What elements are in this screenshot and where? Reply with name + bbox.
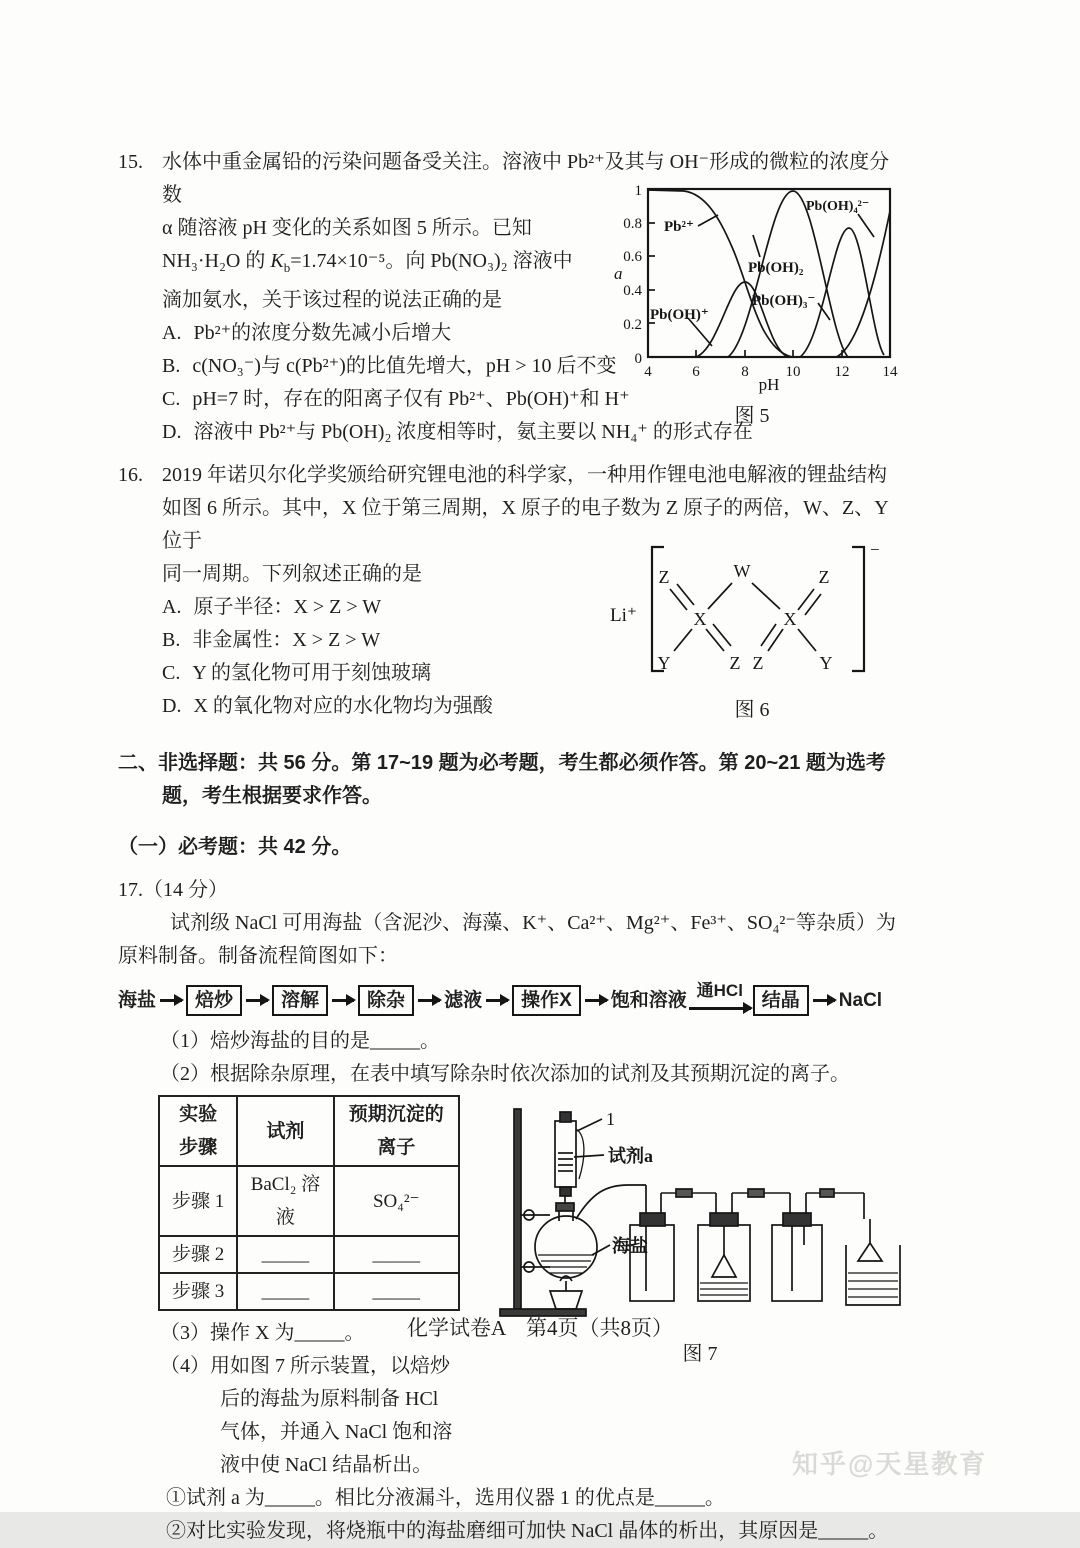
- option-key: C.: [162, 662, 181, 684]
- figure-6-structure: [602, 529, 902, 685]
- table-header-row: [159, 1096, 459, 1166]
- option-key: D.: [162, 695, 182, 717]
- table-header-step: 实验步骤: [159, 1096, 237, 1166]
- flow-arrow: [486, 999, 508, 1002]
- table-cell: 步骤 2: [159, 1236, 237, 1273]
- atom-z-bottom-left: Z: [729, 653, 741, 673]
- x-tick-5: 14: [882, 364, 898, 380]
- y-tick-0: 0: [634, 351, 642, 367]
- atom-w: W: [733, 561, 751, 581]
- x-tick-0: 4: [644, 364, 652, 380]
- q17-flowchart: [118, 982, 902, 1019]
- table-header-ion: 预期沉淀的离子: [334, 1096, 459, 1166]
- y-tick-5: 1: [634, 183, 642, 199]
- series-label-pboh2: Pb(OH)₂: [748, 260, 804, 276]
- table-row: [159, 1166, 459, 1236]
- option-text: 原子半径：X > Z > W: [193, 596, 382, 618]
- x-tick-4: 12: [834, 364, 850, 380]
- atom-z-top-left: Z: [658, 567, 670, 587]
- section-2-heading: 二、非选择题：共 56 分。第 17~19 题为必考题，考生都必须作答。第 20~21 题为选考题，考生根据要求作答。: [118, 752, 886, 807]
- q17-sub4-item1: ①试剂 a 为_____。相比分液漏斗，选用仪器 1 的优点是_____。: [166, 1487, 725, 1509]
- watermark: 知乎@天星教育: [792, 1449, 988, 1479]
- q16-option-c: [162, 657, 592, 690]
- y-tick-3: 0.6: [623, 249, 642, 265]
- x-tick-3: 10: [785, 364, 801, 380]
- figure-7-apparatus: [498, 1095, 902, 1329]
- lithium-cation-label: Li⁺: [610, 605, 637, 626]
- figure-7-caption: 图 7: [682, 1343, 718, 1365]
- q17-sub1: （1）焙炒海盐的目的是_____。: [160, 1030, 440, 1052]
- y-axis-label: a: [614, 264, 623, 283]
- option-key: A.: [162, 322, 182, 344]
- page-footer: 化学试卷A 第4页（共8页）: [406, 1316, 673, 1340]
- x-axis-label: pH: [758, 375, 780, 394]
- flow-step-sea-salt: 海盐: [118, 990, 157, 1011]
- flow-step-operation-x: 操作X: [512, 985, 581, 1016]
- table-cell-blank: _____: [237, 1273, 333, 1310]
- q15-option-c: [162, 383, 630, 416]
- option-text: X 的氧化物对应的水化物均为强酸: [193, 695, 493, 717]
- q15-option-b: [162, 350, 617, 383]
- figure-5: [602, 179, 902, 430]
- q15-intro-part2b: =1.74×10⁻⁵。向 Pb(NO₃)₂ 溶液中滴加氨水，关于该过程的说法正确的是: [162, 250, 573, 311]
- y-tick-2: 0.4: [623, 283, 642, 299]
- question-17: [118, 874, 902, 1548]
- apparatus-label-sea-salt: 海盐: [612, 1236, 648, 1256]
- option-key: B.: [162, 629, 181, 651]
- q17-sub4: （4）用如图 7 所示装置，以焙炒后的海盐为原料制备 HCl 气体，并通入 NaCl 饱和溶液中使 NaCl 结晶析出。: [160, 1355, 453, 1476]
- flow-arrow: [332, 999, 354, 1002]
- apparatus-drawing: [500, 1109, 900, 1316]
- q17-number: 17.: [118, 879, 143, 901]
- q16-option-b: [162, 624, 592, 657]
- q15-kb-symbol: K: [270, 250, 284, 272]
- flow-arrow: [160, 999, 182, 1002]
- atom-y-bottom-right: Y: [819, 653, 833, 673]
- figure-6: [602, 529, 902, 724]
- part-1-heading: （一）必考题：共 42 分。: [118, 836, 352, 858]
- flow-step-crystallize: 结晶: [753, 985, 809, 1016]
- apparatus-label-reagent-a: 试剂a: [608, 1146, 653, 1166]
- table-cell: BaCl₂ 溶液: [237, 1166, 333, 1236]
- flow-arrow: [246, 999, 268, 1002]
- flow-arrow: [689, 1007, 751, 1010]
- q17-intro: 试剂级 NaCl 可用海盐（含泥沙、海藻、K⁺、Ca²⁺、Mg²⁺、Fe³⁺、SO₄²⁻等杂质）为原料制备。制备流程简图如下：: [118, 912, 896, 967]
- q15-intro-part2a: α 随溶液 pH 变化的关系如图 5 所示。已知 NH₃·H₂O 的: [162, 217, 532, 272]
- figure-5-chart: [602, 179, 902, 394]
- purification-table: [158, 1095, 460, 1311]
- flow-step-saturated-solution: 饱和溶液: [610, 990, 687, 1011]
- q15-body: [162, 212, 630, 416]
- q17-header: [118, 874, 902, 907]
- series-label-pbohplus: Pb(OH)⁺: [650, 307, 709, 323]
- option-text: 非金属性：X > Z > W: [192, 629, 381, 651]
- label-leader-lines: [688, 214, 874, 346]
- apparatus-label-1: 1: [606, 1109, 615, 1129]
- flow-step-filtrate: 滤液: [444, 990, 483, 1011]
- flow-step-dissolve: 溶解: [272, 985, 328, 1016]
- q16-number: 16.: [118, 464, 143, 486]
- atom-x-right: X: [783, 609, 797, 629]
- table-row: [159, 1236, 459, 1273]
- series-label-pboh4: Pb(OH)₄²⁻: [806, 199, 870, 214]
- option-text: pH=7 时，存在的阳离子仅有 Pb²⁺、Pb(OH)⁺和 H⁺: [192, 388, 630, 410]
- q17-left-column: [118, 1095, 460, 1482]
- table-header-reagent: 试剂: [237, 1096, 333, 1166]
- option-key: D.: [162, 421, 182, 443]
- q16-intro-part2: 同一周期。下列叙述正确的是: [162, 563, 422, 585]
- flow-arrow: [813, 999, 835, 1002]
- flow-step-roast: 焙炒: [186, 985, 242, 1016]
- anion-charge-label: −: [870, 540, 880, 559]
- q16-option-d: [162, 690, 592, 723]
- q16-intro-line1: 2019 年诺贝尔化学奖颁给研究锂电池的科学家，一种用作锂电池电解液的锂盐结构如图 6 所示。其中，X 位于第三周期，X 原子的电子数为 Z 原子的两倍，W、Z、Y 位于: [162, 464, 888, 552]
- flow-arrow: [585, 999, 607, 1002]
- q17-score: （14 分）: [143, 879, 228, 901]
- option-key: A.: [162, 596, 182, 618]
- q15-kb-subscript: b: [283, 260, 291, 275]
- table-cell: 步骤 1: [159, 1166, 237, 1236]
- y-tick-1: 0.2: [623, 317, 642, 333]
- option-key: B.: [162, 355, 181, 377]
- flow-hcl-label: 通HCl: [696, 981, 743, 1000]
- option-text: Pb²⁺的浓度分数先减小后增大: [193, 322, 452, 344]
- x-tick-1: 6: [692, 364, 700, 380]
- table-cell: SO₄²⁻: [334, 1166, 459, 1236]
- atom-z-bottom-right: Z: [752, 653, 764, 673]
- series-label-pb2plus: Pb²⁺: [664, 219, 694, 235]
- q15-number: 15.: [118, 151, 143, 173]
- option-key: C.: [162, 388, 181, 410]
- flow-step-remove-impurity: 除杂: [358, 985, 414, 1016]
- flow-arrow-hcl: [689, 982, 751, 1019]
- x-tick-2: 8: [741, 364, 749, 380]
- flow-arrow: [418, 999, 440, 1002]
- figure-5-caption: 图 5: [734, 405, 770, 427]
- option-text: Y 的氢化物可用于刻蚀玻璃: [192, 662, 432, 684]
- q16-option-a: [162, 591, 592, 624]
- table-cell-blank: _____: [334, 1236, 459, 1273]
- y-tick-4: 0.8: [623, 216, 642, 232]
- right-bracket: [852, 547, 864, 671]
- atom-y-bottom-left: Y: [657, 653, 671, 673]
- table-row: [159, 1273, 459, 1310]
- figure-6-caption: 图 6: [734, 699, 770, 721]
- q15-option-a: [162, 317, 592, 350]
- series-label-pboh3: Pb(OH)₃⁻: [752, 293, 816, 309]
- q17-sub2: （2）根据除杂原理，在表中填写除杂时依次添加的试剂及其预期沉淀的离子。: [160, 1063, 850, 1085]
- option-text: c(NO₃⁻)与 c(Pb²⁺)的比值先增大，pH > 10 后不变: [192, 355, 617, 377]
- q15-intro-line1: 水体中重金属铅的污染问题备受关注。溶液中 Pb²⁺及其与 OH⁻形成的微粒的浓度分数: [162, 151, 890, 206]
- q16-body: [162, 558, 592, 723]
- question-16: [118, 459, 902, 723]
- option-text: 溶液中 Pb²⁺与 Pb(OH)₂ 浓度相等时，氨主要以 NH₄⁺ 的形式存在: [193, 421, 753, 443]
- table-cell-blank: _____: [237, 1236, 333, 1273]
- flow-step-nacl: NaCl: [838, 990, 883, 1011]
- table-cell-blank: _____: [334, 1273, 459, 1310]
- atom-z-top-right: Z: [818, 567, 830, 587]
- atom-x-left: X: [693, 609, 707, 629]
- table-cell: 步骤 3: [159, 1273, 237, 1310]
- apparatus-leaders: [574, 1119, 610, 1255]
- q17-sub4-item2: ②对比实验发现，将烧瓶中的海盐磨细可加快 NaCl 晶体的析出，其原因是_____。: [166, 1520, 889, 1542]
- question-15: [118, 146, 902, 449]
- q17-sub3: （3）操作 X 为_____。: [160, 1322, 365, 1344]
